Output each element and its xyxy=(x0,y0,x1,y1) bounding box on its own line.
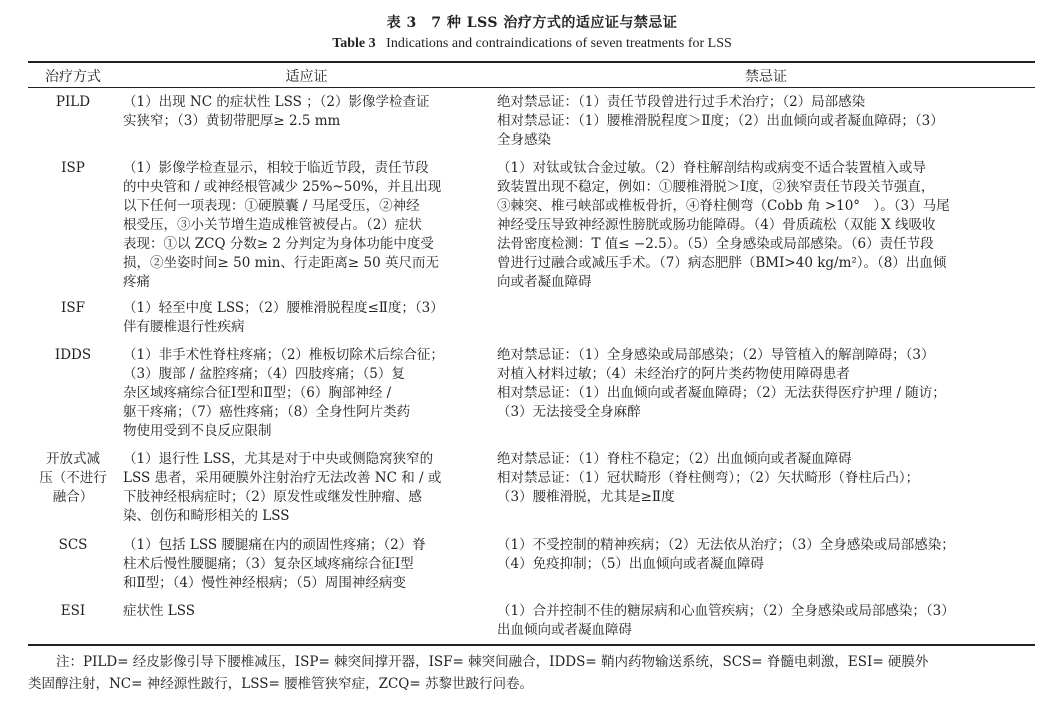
cell-line: 杂区域疼痛综合征Ⅰ型和Ⅱ型；（6）胸部神经 / xyxy=(123,385,392,401)
cell-indication xyxy=(123,536,490,593)
cell-indication xyxy=(123,159,490,292)
table-title-cn: 表 3 7 种 LSS 治疗方式的适应证与禁忌证 xyxy=(386,15,678,31)
cell-indication xyxy=(123,299,490,337)
cell-line: ESI xyxy=(60,603,86,619)
cell-line: ISP xyxy=(61,160,85,176)
header-method: 治疗方式 xyxy=(45,69,101,85)
note-line: 类固醇注射，NC= 神经源性跛行，LSS= 腰椎管狭窄症，ZCQ= 苏黎世跛行问卷。 xyxy=(28,676,533,692)
cell-line: 绝对禁忌证：（1）全身感染或局部感染；（2）导管植入的解剖障碍；（3） xyxy=(497,347,935,363)
cell-contraindication xyxy=(497,602,1035,640)
cell-line: 以下任何一项表现：①硬膜囊 / 马尾受压，②神经 xyxy=(123,198,420,214)
cell-line: （1）包括 LSS 腰腿痛在内的顽固性疼痛；（2）脊 xyxy=(123,537,426,553)
cell-line: 出血倾向或者凝血障碍 xyxy=(497,622,632,638)
cell-line: 神经受压导致神经源性膀胱或肠功能障碍。（4）骨质疏松（双能 X 线吸收 xyxy=(497,217,936,233)
cell-line: 柱术后慢性腰腿痛；（3）复杂区域疼痛综合征Ⅰ型 xyxy=(123,556,414,572)
table-caption-en: Indications and contraindications of seven treatments for LSS xyxy=(386,36,732,51)
table-label-en: Table 3 xyxy=(332,36,376,51)
cell-line: LSS 患者，采用硬膜外注射治疗无法改善 NC 和 / 或 xyxy=(123,470,442,486)
cell-line: 症状性 LSS xyxy=(123,603,196,619)
cell-line: 和Ⅱ型；（4）慢性神经根病；（5）周围神经病变 xyxy=(123,575,406,591)
cell-line: （1）非手术性脊柱疼痛；（2）椎板切除术后综合征； xyxy=(123,347,444,363)
cell-line: 融合） xyxy=(52,489,94,505)
header-indication: 适应证 xyxy=(285,69,328,85)
header-contraindication: 禁忌证 xyxy=(745,69,787,85)
cell-line: （3）腰椎滑脱，尤其是≥Ⅱ度 xyxy=(497,489,675,505)
cell-method xyxy=(28,602,118,621)
cell-method xyxy=(28,299,118,318)
cell-line: SCS xyxy=(58,537,88,553)
cell-line: （1）对钛或钛合金过敏。（2）脊柱解剖结构或病变不适合装置植入或导 xyxy=(497,160,926,176)
cell-line: ISF xyxy=(61,300,85,316)
cell-line: 实狭窄；（3）黄韧带肥厚≥ 2.5 mm xyxy=(123,113,341,129)
cell-line: 向或者凝血障碍 xyxy=(497,274,592,290)
cell-line: ③棘突、椎弓峡部或椎板骨折，④脊柱侧弯（Cobb 角 >10° ）。（3）马尾 xyxy=(497,198,950,214)
cell-method xyxy=(28,536,118,555)
cell-method xyxy=(28,346,118,365)
cell-line: 表现：①以 ZCQ 分数≥ 2 分判定为身体功能中度受 xyxy=(123,236,434,252)
table-note xyxy=(28,651,1035,695)
bottom-rule xyxy=(28,644,1035,646)
cell-line: （3）无法接受全身麻醉 xyxy=(497,404,641,420)
cell-contraindication xyxy=(497,346,1035,422)
top-rule xyxy=(28,61,1035,63)
note-line: 注：PILD= 经皮影像引导下腰椎减压，ISP= 棘突间撑开器，ISF= 棘突间融合，IDDS= 鞘内药物输送系统，SCS= 脊髓电刺激，ESI= 硬膜外 xyxy=(56,654,929,670)
cell-contraindication xyxy=(497,159,1035,292)
cell-line: 曾进行过融合或减压手术。（7）病态肥胖（BMI>40 kg/m²）。（8）出血倾 xyxy=(497,255,947,271)
cell-line: 致装置出现不稳定，例如：①腰椎滑脱＞Ⅰ度，②狭窄责任节段关节强直， xyxy=(497,179,935,195)
cell-line: （4）免疫抑制；（5）出血倾向或者凝血障碍 xyxy=(497,556,764,572)
cell-method xyxy=(28,159,118,178)
cell-line: 下肢神经根病症时；（2）原发性或继发性肿瘤、感 xyxy=(123,489,422,505)
cell-line: 绝对禁忌证：（1）责任节段曾进行过手术治疗；（2）局部感染 xyxy=(497,94,866,110)
cell-line: 的中央管和 / 或神经根管减少 25%~50%，并且出现 xyxy=(123,179,442,195)
cell-line: （1）不受控制的精神疾病；（2）无法依从治疗；（3）全身感染或局部感染； xyxy=(497,537,955,553)
cell-line: 躯干疼痛；（7）癌性疼痛；（8）全身性阿片类药 xyxy=(123,404,411,420)
cell-contraindication xyxy=(497,536,1035,574)
cell-line: 物使用受到不良反应限制 xyxy=(123,423,272,439)
cell-line: PILD xyxy=(55,94,91,110)
cell-indication xyxy=(123,602,490,621)
cell-line: （1）退行性 LSS，尤其是对于中央或侧隐窝狭窄的 xyxy=(123,451,434,467)
cell-contraindication xyxy=(497,450,1035,507)
cell-line: （1）轻至中度 LSS；（2）腰椎滑脱程度≤Ⅱ度；（3） xyxy=(123,300,444,316)
cell-line: （1）影像学检查显示，相较于临近节段，责任节段 xyxy=(123,160,429,176)
cell-method xyxy=(28,450,118,507)
cell-line: （3）腹部 / 盆腔疼痛；（4）四肢疼痛；（5）复 xyxy=(123,366,405,382)
cell-line: 损，②坐姿时间≥ 50 min、行走距离≥ 50 英尺而无 xyxy=(123,255,439,271)
header-rule xyxy=(28,87,1035,88)
cell-line: 开放式减 xyxy=(46,451,100,467)
cell-line: 法骨密度检测：T 值≤ −2.5）。（5）全身感染或局部感染。（6）责任节段 xyxy=(497,236,934,252)
cell-line: 压（不进行 xyxy=(39,470,107,486)
cell-contraindication xyxy=(497,93,1035,150)
cell-indication xyxy=(123,346,490,441)
cell-line: 伴有腰椎退行性疾病 xyxy=(123,319,245,335)
cell-method xyxy=(28,93,118,112)
cell-line: 疼痛 xyxy=(123,274,150,290)
cell-line: 染、创伤和畸形相关的 LSS xyxy=(123,508,290,524)
cell-line: （1）出现 NC 的症状性 LSS ；（2）影像学检查证 xyxy=(123,94,430,110)
cell-line: 相对禁忌证：（1）出血倾向或者凝血障碍；（2）无法获得医疗护理 / 随访； xyxy=(497,385,946,401)
cell-line: 相对禁忌证：（1）腰椎滑脱程度＞Ⅱ度；（2）出血倾向或者凝血障碍；（3） xyxy=(497,113,944,129)
cell-line: 对植入材料过敏；（4）未经治疗的阿片类药物使用障碍患者 xyxy=(497,366,850,382)
cell-line: 根受压，③小关节增生造成椎管被侵占。（2）症状 xyxy=(123,217,422,233)
cell-line: （1）合并控制不佳的糖尿病和心血管疾病；（2）全身感染或局部感染；（3） xyxy=(497,603,955,619)
cell-indication xyxy=(123,93,490,131)
table-title-en xyxy=(0,36,1064,52)
cell-line: 绝对禁忌证：（1）脊柱不稳定；（2）出血倾向或者凝血障碍 xyxy=(497,451,852,467)
cell-line: 全身感染 xyxy=(497,132,551,148)
cell-line: 相对禁忌证：（1）冠状畸形（脊柱侧弯）；（2）矢状畸形（脊柱后凸）； xyxy=(497,470,920,486)
cell-line: IDDS xyxy=(54,347,92,363)
cell-indication xyxy=(123,450,490,526)
